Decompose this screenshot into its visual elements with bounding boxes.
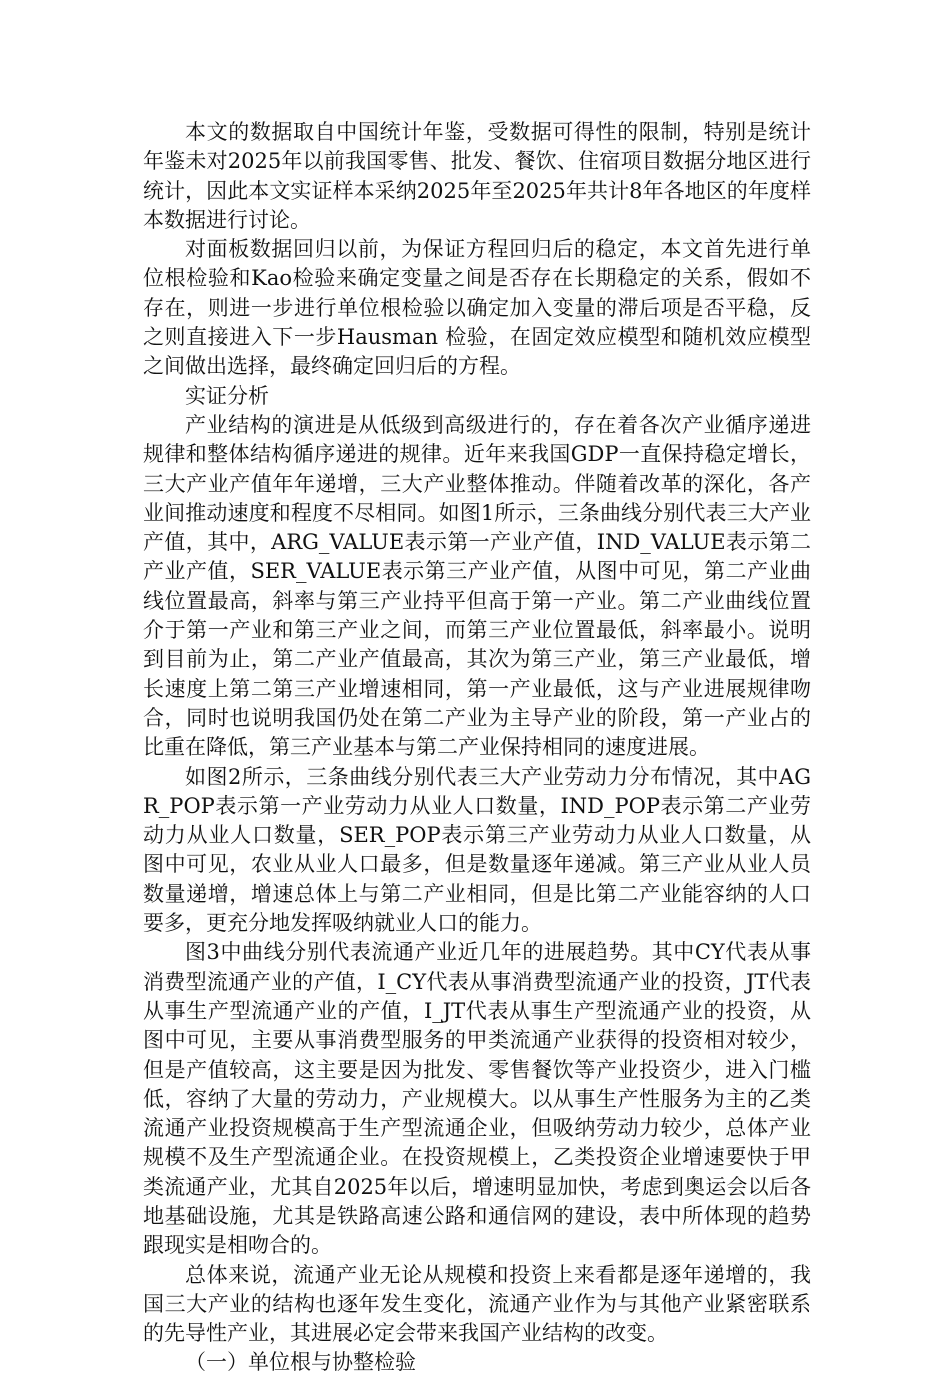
section-heading: 实证分析	[185, 383, 269, 408]
paragraph-summary: 总体来说，流通产业无论从规模和投资上来看都是逐年递增的，我国三大产业的结构也逐年发生变化，流通产业作为与其他产业紧密联系的先导性产业，其进展必定会带来我国产业结构的改变。	[143, 1262, 811, 1346]
subsection-heading: （一）单位根与协整检验	[185, 1350, 416, 1375]
paragraph-circulation: 图3中曲线分别代表流通产业近几年的进展趋势。其中CY代表从事消费型流通产业的产值，I_CY代表从事消费型流通产业的投资，JT代表从事生产型流通产业的产值，I_JT代表从事生产型流通产业的投资，从图中可见，主要从事消费型服务的甲类流通产业获得的投资相对较少，但是产值较高，这主要是因为批发、零售餐饮等产业投资少，进入门槛低，容纳了大量的劳动力，产业规模大。以从事生产性服务为主的乙类流通产业投资规模高于生产型流通企业，但吸纳劳动力较少，总体产业规模不及生产型流通企业。在投资规模上，乙类投资企业增速要快于甲类流通产业，尤其自2025年以后，增速明显加快，考虑到奥运会以后各地基础设施，尤其是铁路高速公路和通信网的建设，表中所体现的趋势跟现实是相吻合的。	[143, 940, 811, 1258]
paragraph-labor: 如图2所示，三条曲线分别代表三大产业劳动力分布情况，其中AGR_POP表示第一产业劳动力从业人口数量，IND_POP表示第二产业劳动力从业人口数量，SER_POP表示第三产业劳动力从业人口数量，从图中可见，农业从业人口最多，但是数量逐年递减。第三产业从业人员数量递增，增速总体上与第二产业相同，但是比第二产业能容纳的人口要多，更充分地发挥吸纳就业人口的能力。	[143, 764, 811, 936]
paragraph-method: 对面板数据回归以前，为保证方程回归后的稳定，本文首先进行单位根检验和Kao检验来确定变量之间是否存在长期稳定的关系，假如不存在，则进一步进行单位根检验以确定加入变量的滞后项是否平稳，反之则直接进入下一步Hausman 检验，在固定效应模型和随机效应模型之间做出选择，最终确定回归后的方程。	[143, 237, 811, 379]
document-body	[143, 118, 811, 1378]
paragraph-industry-value: 产业结构的演进是从低级到高级进行的，存在着各次产业循序递进规律和整体结构循序递进的规律。近年来我国GDP一直保持稳定增长，三大产业产值年年递增，三大产业整体推动。伴随着改革的深化，各产业间推动速度和程度不尽相同。如图1所示，三条曲线分别代表三大产业产值，其中，ARG_VALUE表示第一产业产值，IND_VALUE表示第二产业产值，SER_VALUE表示第三产业产值，从图中可见，第二产业曲线位置最高，斜率与第三产业持平但高于第一产业。第二产业曲线位置介于第一产业和第三产业之间，而第三产业位置最低，斜率最小。说明到目前为止，第二产业产值最高，其次为第三产业，第三产业最低，增长速度上第二第三产业增速相同，第一产业最低，这与产业进展规律吻合，同时也说明我国仍处在第二产业为主导产业的阶段，第一产业占的比重在降低，第三产业基本与第二产业保持相同的速度进展。	[143, 412, 811, 760]
paragraph-data-source: 本文的数据取自中国统计年鉴，受数据可得性的限制，特别是统计年鉴未对2025年以前我国零售、批发、餐饮、住宿项目数据分地区进行统计，因此本文实证样本采纳2025年至2025年共计8年各地区的年度样本数据进行讨论。	[143, 120, 811, 232]
